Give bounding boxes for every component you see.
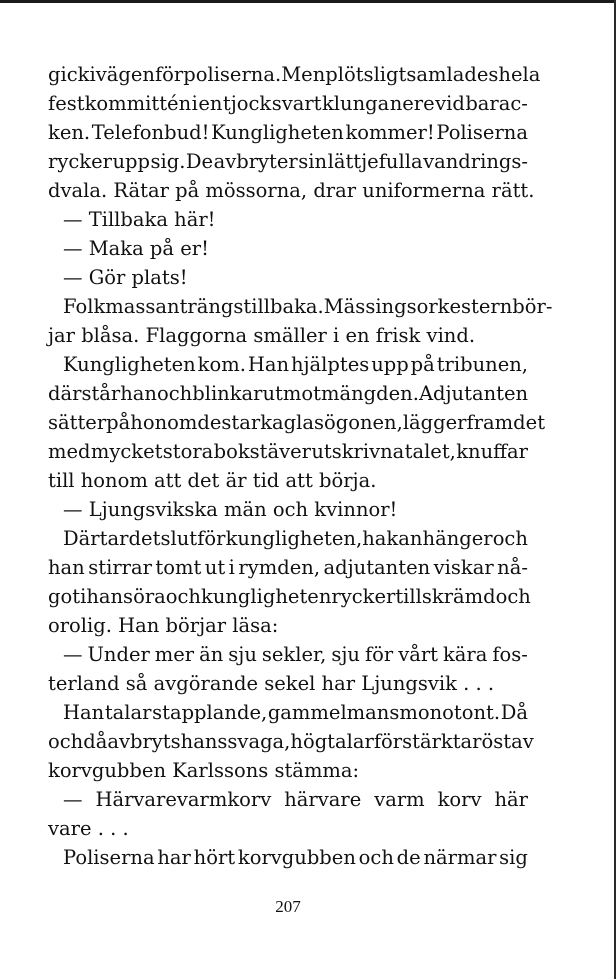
text-line: orolig. Han börjar läsa: xyxy=(48,614,279,637)
page-number: 207 xyxy=(275,897,301,916)
text-line: rycker upp sig. De avbryter sin lättjefulla vandrings- xyxy=(48,150,528,173)
body-text xyxy=(48,60,553,872)
text-line: Folkmassan trängs tillbaka. Mässingsorkestern bör- xyxy=(63,295,553,318)
text-line: got i hans öra och kungligheten rycker till skrämd och xyxy=(48,585,531,608)
text-line: — Under mer än sju sekler, sju för vårt kära fos- xyxy=(63,643,528,666)
text-line: — Maka på er! xyxy=(63,237,209,260)
text-line: Kungligheten kom. Han hjälptes upp på tribunen, xyxy=(63,353,528,376)
text-line: ken. Telefonbud! Kungligheten kommer! Poliserna xyxy=(48,121,528,144)
text-line: dvala. Rätar på mössorna, drar uniformerna rätt. xyxy=(48,179,535,202)
text-line: — Tillbaka här! xyxy=(63,208,216,231)
text-line: Där tar det slut för kungligheten, hakan hänger och xyxy=(63,527,528,550)
text-line: med mycket stora bokstäver utskrivna talet, knuffar xyxy=(48,440,528,463)
text-line: — Gör plats! xyxy=(63,266,188,289)
text-line: där står han och blinkar ut mot mängden. Adjutanten xyxy=(48,382,529,405)
text-line: jar blåsa. Flaggorna smäller i en frisk vind. xyxy=(48,324,476,347)
text-line: gick i vägen för poliserna. Men plötsligt samlades hela xyxy=(48,63,541,86)
text-line: till honom att det är tid att börja. xyxy=(48,469,377,492)
text-line: sätter på honom de starka glasögonen, lägger fram det xyxy=(48,411,546,434)
text-line: — Härvarevarmkorv härvare varm korv här xyxy=(63,788,528,811)
text-line: Han talar stapplande, gammelmansmonotont. Då xyxy=(63,701,528,724)
top-edge-rule xyxy=(0,0,616,3)
text-line: och då avbryts hans svaga, högtalarförstärkta röst av xyxy=(48,730,534,753)
text-line: korvgubben Karlssons stämma: xyxy=(48,759,360,782)
text-line: festkommittén i en tjock svart klunga nere vid barac- xyxy=(48,92,528,115)
text-line: Poliserna har hört korvgubben och de närmar sig xyxy=(63,846,528,869)
text-line: han stirrar tomt ut i rymden, adjutanten viskar nå- xyxy=(48,556,528,579)
text-line: — Ljungsvikska män och kvinnor! xyxy=(63,498,398,521)
text-line: terland så avgörande sekel har Ljungsvik . . . xyxy=(48,672,495,695)
text-line: vare . . . xyxy=(48,817,129,840)
